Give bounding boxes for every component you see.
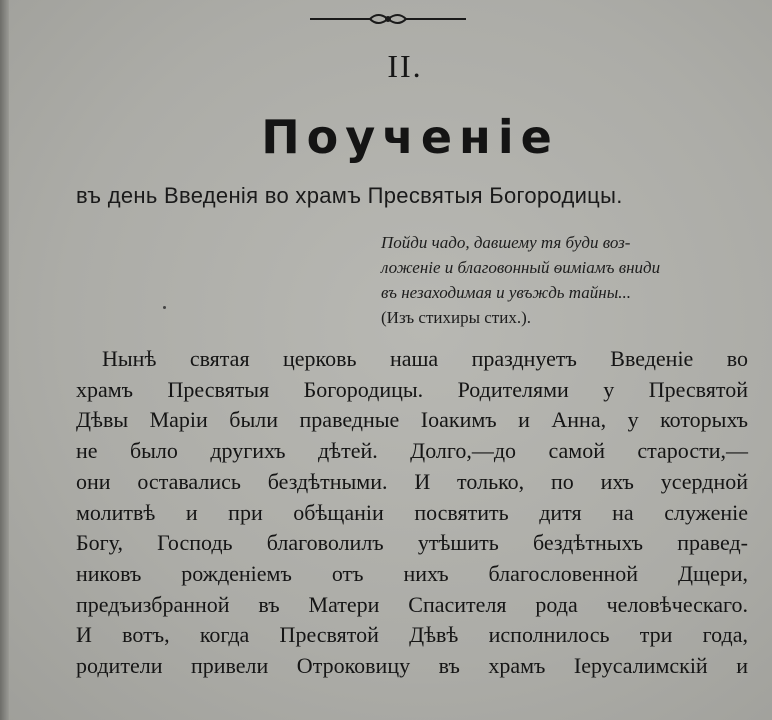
- body-line: Богу, Господь благоволилъ утѣшить бездѣтныхъ правед-: [76, 530, 748, 556]
- body-line: никовъ рожденіемъ отъ нихъ благословенной Дщери,: [76, 560, 748, 586]
- body-line: родители привели Отроковицу въ храмъ Іерусалимскій и: [76, 653, 748, 679]
- body-line: не было другихъ дѣтей. Долго,—до самой старости,—: [76, 438, 748, 464]
- body-line: предъизбранной въ Матери Спасителя рода человѣческаго.: [76, 591, 748, 617]
- body-line: Нынѣ святая церковь наша празднуетъ Введеніе во: [102, 346, 748, 371]
- page-binding-edge: [0, 0, 9, 720]
- epigraph-line: въ незаходимая и увъждь тайны...: [381, 283, 631, 302]
- body-line: они оставались бездѣтными. И только, по ихъ усердной: [76, 468, 748, 494]
- decorative-rule-ornament-icon: [308, 8, 468, 30]
- body-line: храмъ Пресвятыя Богородицы. Родителями у Пресвятой: [76, 376, 748, 402]
- epigraph-line: Пойди чадо, давшему тя буди воз-: [381, 233, 631, 252]
- subtitle: въ день Введенія во храмъ Пресвятыя Богородицы.: [76, 183, 623, 208]
- epigraph-source: (Изъ стихиры стих.).: [381, 308, 531, 327]
- body-line: И вотъ, когда Пресвятой Дѣвѣ исполнилось три года,: [76, 622, 748, 648]
- section-number: II.: [387, 48, 423, 84]
- body-paragraph: [76, 344, 748, 682]
- page-title: Поученіе: [261, 110, 559, 164]
- body-line: молитвѣ и при обѣщаніи посвятить дитя на служеніе: [76, 499, 748, 525]
- scan-speck: [163, 306, 166, 309]
- epigraph-line: ложеніе и благовонный ѳиміамъ вниди: [381, 258, 661, 277]
- body-line: Дѣвы Маріи были праведные Іоакимъ и Анна, у которыхъ: [76, 407, 748, 433]
- epigraph: [381, 230, 772, 330]
